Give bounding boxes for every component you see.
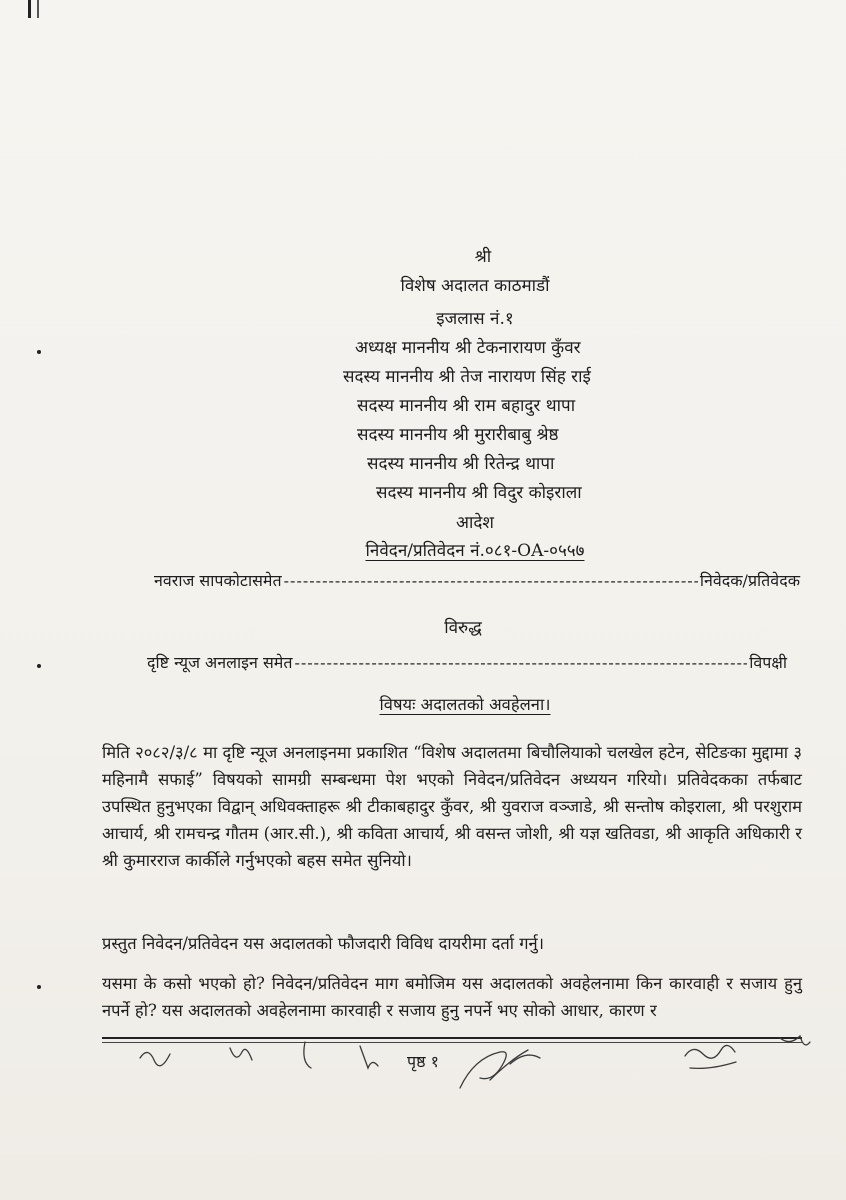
bench-member: सदस्य माननीय श्री मुरारीबाबु श्रेष्ठ xyxy=(357,425,559,445)
page-number: पृष्ठ १ xyxy=(407,1052,439,1071)
versus-label: विरुद्ध xyxy=(444,618,482,638)
applicant-name: नवराज सापकोटासमेत xyxy=(154,571,282,590)
bench-member: सदस्य माननीय श्री विदुर कोइराला xyxy=(376,483,582,503)
court-name: विशेष अदालत काठमाडौं xyxy=(400,276,550,296)
body-paragraph: मिति २०८२/३/८ मा दृष्टि न्यूज अनलाइनमा प्रकाशित “विशेष अदालतमा बिचौलियाको चलखेल हटेन, सेटिङका मुद्दामा ३ महिनामै सफाई” विषयको सामग्री सम्बन्धमा पेश भएको निवेदन/प्रतिवेदन अध्ययन गरियो। प्रतिवेदकका तर्फबाट उपस्थित हुनुभएका विद्वान् अधिवक्ताहरू श्री टीकाबहादुर कुँवर, श्री युवराज वञ्जाडे, श्री सन्तोष कोइराला, श्री परशुराम आचार्य, श्री रामचन्द्र गौतम (आर.सी.), श्री कविता आचार्य, श्री वसन्त जोशी, श्री यज्ञ खतिवडा, श्री आकृति अधिकारी र श्री कुमारराज कार्कीले गर्नुभएको बहस समेत सुनियो। xyxy=(102,743,802,870)
respondent-role: विपक्षी xyxy=(749,653,787,672)
bench-member: सदस्य माननीय श्री रितेन्द्र थापा xyxy=(367,454,555,474)
applicant-line xyxy=(154,570,800,592)
leader-dashes xyxy=(284,570,698,592)
body-paragraph: प्रस्तुत निवेदन/प्रतिवेदन यस अदालतको फौजदारी विविध दायरीमा दर्ता गर्नु। xyxy=(102,934,544,953)
bench-member: सदस्य माननीय श्री तेज नारायण सिंह राई xyxy=(343,367,591,387)
respondent-name: दृष्टि न्यूज अनलाइन समेत xyxy=(147,653,293,672)
margin-dot xyxy=(37,985,41,989)
signature-scribbles xyxy=(130,1028,830,1108)
scan-edge-mark xyxy=(28,0,39,18)
order-title: आदेश xyxy=(456,513,494,533)
respondent-line xyxy=(147,652,787,674)
case-number: निवेदन/प्रतिवेदन नं.०८१-OA-०५५७ xyxy=(365,541,585,561)
bench-member-chair: अध्यक्ष माननीय श्री टेकनारायण कुँवर xyxy=(355,338,581,358)
applicant-role: निवेदक/प्रतिवेदक xyxy=(699,571,800,590)
margin-dot xyxy=(37,350,41,354)
leader-dashes xyxy=(294,652,747,674)
bench-member: सदस्य माननीय श्री राम बहादुर थापा xyxy=(357,396,576,416)
bench-number: इजलास नं.१ xyxy=(436,309,514,329)
subject-line: विषयः अदालतको अवहेलना। xyxy=(379,695,551,714)
body-paragraph: यसमा के कसो भएको हो? निवेदन/प्रतिवेदन माग बमोजिम यस अदालतको अवहेलनामा किन कारवाही र सजाय हुनु नपर्ने हो? यस अदालतको अवहेलनामा कारवाही र सजाय हुनु नपर्ने भए सोको आधार, कारण र xyxy=(102,974,802,1020)
margin-dot xyxy=(37,664,41,668)
honorific: श्री xyxy=(474,247,492,267)
